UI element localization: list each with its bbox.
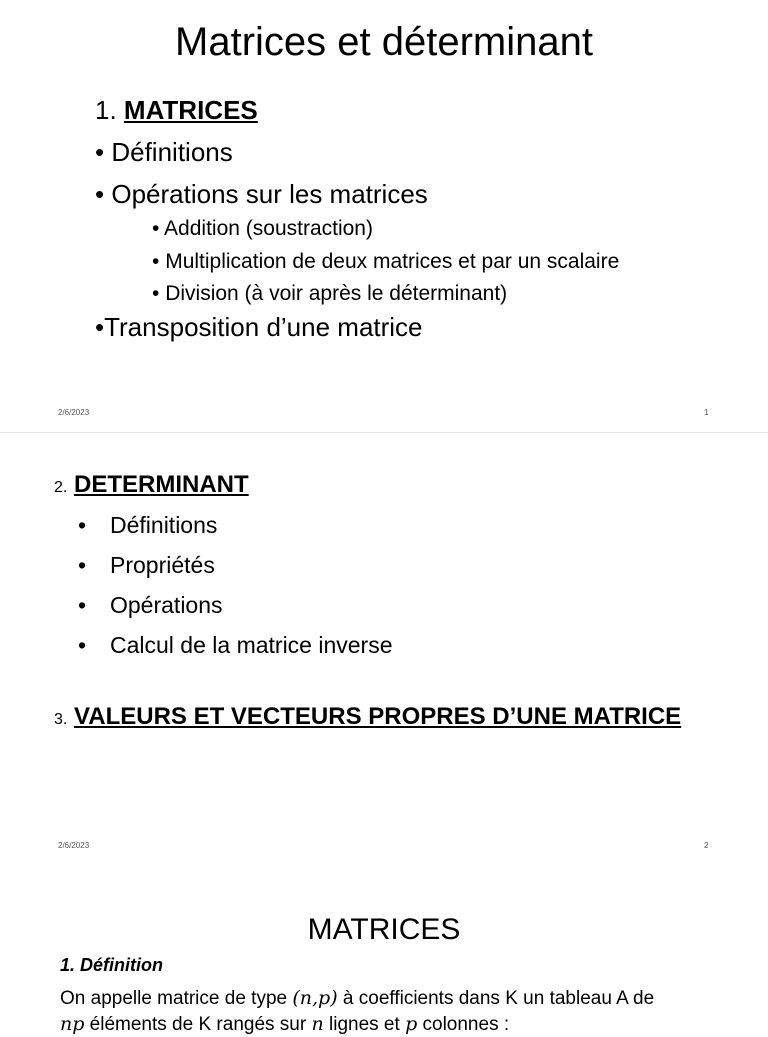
section-heading (54, 702, 681, 735)
text-segment: On appelle matrice de type (60, 988, 293, 1009)
sub-bullet-item (152, 215, 373, 243)
slide-date: 2/6/2023 (58, 841, 90, 850)
bullet-icon: • (152, 217, 160, 240)
bullet-text: Définitions (111, 137, 233, 167)
section-number: 2. (54, 479, 68, 496)
sub-bullet-text: Division (à voir après le déterminant) (165, 282, 508, 305)
bullet-icon: • (95, 137, 105, 167)
section-title: DETERMINANT (74, 471, 249, 498)
bullet-text: Propriétés (110, 552, 215, 578)
bullet-item (95, 178, 428, 210)
text-segment: lignes et (323, 1014, 406, 1035)
bullet-item (95, 136, 233, 168)
slide-1 (0, 0, 768, 432)
bullet-item (95, 311, 423, 343)
sub-bullet-text: Multiplication de deux matrices et par un scalaire (165, 250, 620, 273)
text-segment: à coefficients dans K un tableau A de (337, 988, 655, 1009)
definition-heading: 1. Définition (60, 955, 163, 975)
section-heading (54, 470, 249, 503)
math-expression: n (311, 1013, 324, 1035)
bullet-text: Définitions (110, 512, 218, 538)
section-number: 1. (95, 95, 117, 125)
math-expression: (n,p) (292, 987, 338, 1009)
bullet-icon: • (78, 512, 87, 538)
slide-page-number: 1 (704, 408, 709, 417)
section-title: VALEURS ET VECTEURS PROPRES D’UNE MATRICE (74, 703, 682, 730)
sub-bullet-item (152, 280, 507, 308)
slide-title: Matrices et déterminant (175, 20, 593, 64)
bullet-item (78, 510, 218, 540)
section-number: 3. (54, 711, 68, 728)
bullet-item (78, 630, 393, 660)
bullet-item (78, 550, 215, 580)
math-expression: p (405, 1013, 418, 1035)
definition-text-line (60, 986, 654, 1011)
sub-bullet-item (152, 248, 619, 276)
math-expression: np (60, 1013, 85, 1035)
bullet-text: Opérations sur les matrices (111, 179, 428, 209)
section-heading (95, 94, 258, 126)
bullet-icon: • (78, 592, 87, 618)
slide-2 (0, 432, 768, 865)
bullet-text: Calcul de la matrice inverse (110, 632, 393, 658)
section-title: MATRICES (123, 95, 258, 125)
bullet-item (78, 590, 223, 620)
bullet-icon: • (152, 250, 160, 273)
bullet-icon: • (152, 282, 160, 305)
definition-text-line (60, 1012, 509, 1037)
sub-bullet-text: Addition (soustraction) (164, 217, 373, 240)
text-segment: éléments de K rangés sur (84, 1014, 312, 1035)
bullet-icon: • (95, 179, 105, 209)
bullet-text: Transposition d’une matrice (104, 312, 423, 342)
bullet-icon: • (78, 552, 87, 578)
bullet-text: Opérations (110, 592, 223, 618)
bullet-icon: • (78, 632, 87, 658)
slide-date: 2/6/2023 (58, 408, 90, 417)
slide-page-number: 2 (704, 841, 709, 850)
bullet-icon: • (95, 312, 105, 342)
text-segment: colonnes : (417, 1014, 510, 1035)
slide-title: MATRICES (307, 913, 461, 946)
